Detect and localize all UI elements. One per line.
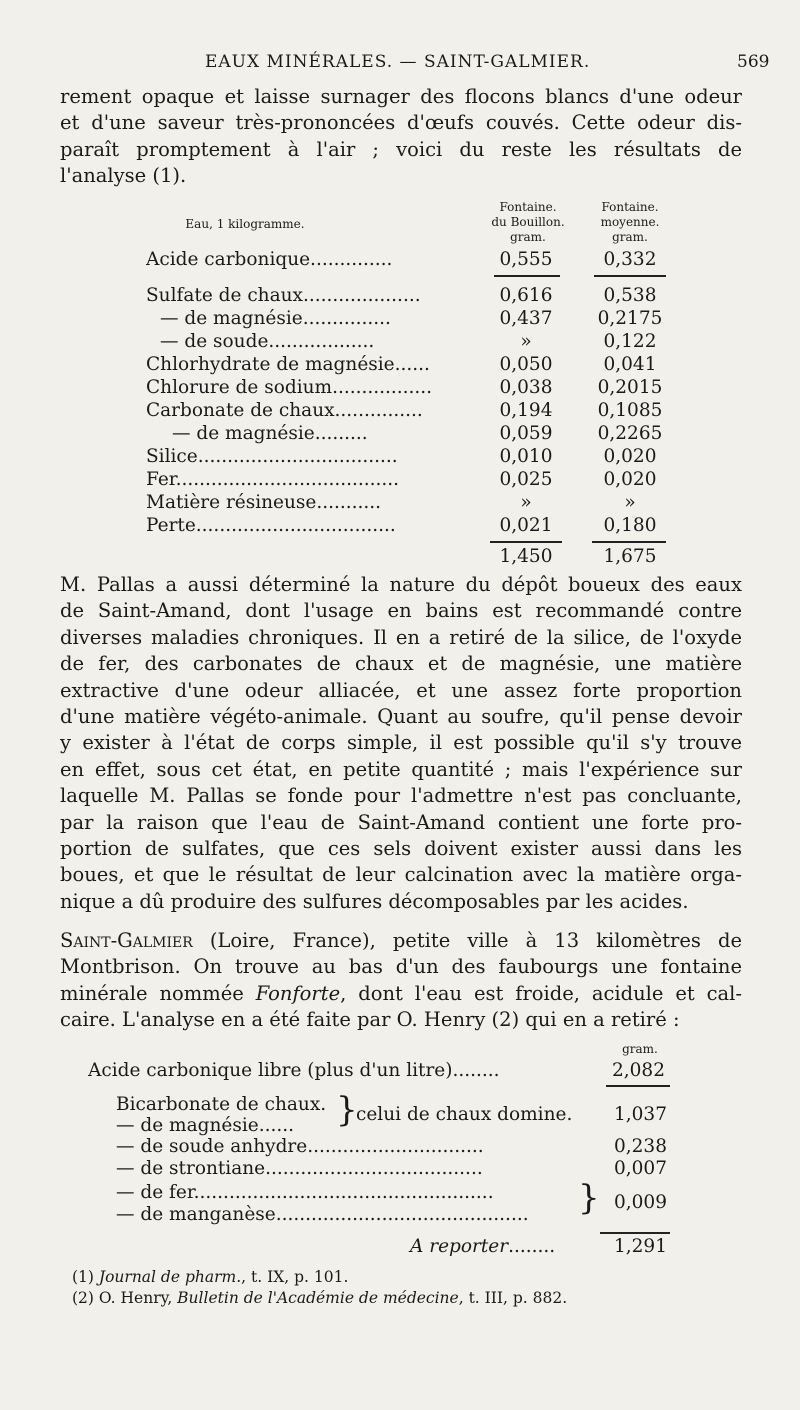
text-span: , t. IX, p. 101. — [241, 1268, 349, 1286]
value-bouillon: 0,194 — [499, 400, 553, 421]
text-line: l'analyse (1). — [60, 164, 187, 188]
table-row — [0, 469, 800, 492]
table-col-head-bouillon — [478, 200, 578, 245]
row-label: Chlorhydrate de magnésie...... — [146, 354, 430, 375]
text-line: y exister à l'état de corps simple, il est possible qu'il s'y trouve — [60, 731, 742, 755]
row-label: Matière résineuse........... — [146, 492, 382, 513]
row-value: 0,007 — [614, 1158, 667, 1179]
carry-over-row — [410, 1236, 555, 1257]
col-head-line: Fontaine. — [499, 200, 557, 214]
row-value: 1,037 — [614, 1104, 667, 1125]
text-line: Montbrison. On trouve au bas d'un des faubourgs une fontaine — [60, 955, 742, 979]
row-label: Chlorure de sodium................. — [146, 377, 433, 398]
row-value: 0,009 — [614, 1192, 667, 1213]
table-row — [0, 331, 800, 354]
text-span: (1) — [72, 1268, 99, 1286]
text-span: , dont l'eau est froide, acidule et cal- — [340, 981, 742, 1005]
footnote-2 — [72, 1289, 567, 1307]
value-moyenne: 0,020 — [603, 469, 657, 490]
col-head-line: gram. — [510, 230, 546, 244]
value-moyenne: 0,332 — [603, 249, 657, 270]
carry-over-value: 1,291 — [614, 1236, 667, 1257]
value-bouillon: 0,025 — [499, 469, 553, 490]
row-label: Sulfate de chaux.................... — [146, 285, 421, 306]
total-moyenne: 1,675 — [603, 546, 657, 567]
text-line: de Saint-Amand, dont l'usage en bains est recommandé contre — [60, 599, 742, 623]
col-head-line: gram. — [612, 230, 648, 244]
text-line: boues, et que le résultat de leur calcination avec la matière orga- — [60, 863, 742, 887]
table-row — [0, 354, 800, 377]
value-bouillon: 0,010 — [499, 446, 553, 467]
paragraph-saint-galmier — [60, 928, 742, 1034]
table-rule — [594, 275, 666, 277]
unit-label: gram. — [622, 1042, 658, 1056]
table-rule — [490, 541, 562, 543]
row-label: Fer...................................... — [146, 469, 400, 490]
value-bouillon: 0,437 — [499, 308, 553, 329]
text-line: de fer, des carbonates de chaux et de magnésie, une matière — [60, 652, 742, 676]
row-label: — de fer................................................... — [116, 1182, 494, 1203]
row-label: — de manganèse........................................... — [116, 1204, 529, 1225]
table-col-label: Eau, 1 kilogramme. — [185, 217, 305, 231]
running-header — [0, 52, 800, 80]
text-line: M. Pallas a aussi déterminé la nature du dépôt boueux des eaux — [60, 573, 742, 596]
value-bouillon: 0,021 — [499, 515, 553, 536]
table-rule — [606, 1085, 670, 1087]
col-head-line: moyenne. — [600, 215, 660, 229]
citation-title: Journal de pharm. — [98, 1268, 242, 1286]
table-row — [0, 446, 800, 469]
col-head-line: du Bouillon. — [491, 215, 565, 229]
text-span: , t. III, p. 882. — [458, 1289, 568, 1307]
row-label: Bicarbonate de chaux. — [116, 1094, 327, 1115]
paragraph-pallas — [60, 572, 742, 915]
row-label: Silice.................................. — [146, 446, 398, 467]
place-name: Saint-Galmier — [60, 929, 193, 952]
table-rule — [494, 275, 560, 277]
table-col-head-moyenne — [580, 200, 680, 245]
table-row — [0, 377, 800, 400]
value-moyenne: 0,041 — [603, 354, 657, 375]
right-brace: } — [578, 1178, 600, 1218]
row-label: — de magnésie......... — [172, 423, 368, 444]
footnote-1 — [72, 1268, 348, 1286]
row-label: Acide carbonique.............. — [146, 249, 393, 270]
text-span: (2) O. Henry, — [72, 1289, 178, 1307]
value-bouillon: 0,555 — [499, 249, 553, 270]
text-line — [60, 928, 742, 954]
table-row — [0, 308, 800, 331]
text-line: et d'une saveur très-prononcées d'œufs couvés. Cette odeur dis- — [60, 111, 742, 135]
value-moyenne: 0,1085 — [597, 400, 663, 421]
row-label: Carbonate de chaux............... — [146, 400, 423, 421]
text-line — [60, 981, 742, 1007]
col-head-line: Fontaine. — [601, 200, 659, 214]
row-label: — de strontiane..................................... — [116, 1158, 483, 1179]
value-bouillon: » — [520, 331, 532, 352]
leader-dots: ........ — [508, 1236, 556, 1257]
value-moyenne: 0,2015 — [597, 377, 663, 398]
table-row — [0, 400, 800, 423]
text-line: rement opaque et laisse surnager des flocons blancs d'une odeur — [60, 85, 742, 108]
row-label: — de soude anhydre.............................. — [116, 1136, 484, 1157]
table-row — [0, 423, 800, 446]
value-bouillon: 0,050 — [499, 354, 553, 375]
value-moyenne: 0,2175 — [597, 308, 663, 329]
paragraph-intro — [60, 84, 742, 190]
row-label: Perte.................................. — [146, 515, 396, 536]
text-line: paraît promptement à l'air ; voici du reste les résultats de — [60, 137, 742, 161]
value-moyenne: » — [624, 492, 636, 513]
running-title: EAUX MINÉRALES. — SAINT-GALMIER. — [205, 52, 591, 72]
value-bouillon: 0,059 — [499, 423, 553, 444]
value-moyenne: 0,180 — [603, 515, 657, 536]
value-bouillon: 0,616 — [499, 285, 553, 306]
spring-name: Fonforte — [255, 981, 341, 1005]
row-label: Acide carbonique libre (plus d'un litre)........ — [88, 1060, 500, 1081]
citation-title: Bulletin de l'Académie de médecine — [177, 1289, 459, 1307]
text-line: nique a dû produire des sulfures décomposables par les acides. — [60, 889, 689, 913]
text-line: par la raison que l'eau de Saint-Amand contient une forte pro- — [60, 810, 742, 834]
text-line: extractive d'une odeur alliacée, et une assez forte proportion — [60, 678, 742, 702]
row-value: 2,082 — [612, 1060, 665, 1081]
text-line: caire. L'analyse en a été faite par O. Henry (2) qui en a retiré : — [60, 1008, 680, 1032]
text-line: laquelle M. Pallas se fonde pour l'admettre n'est pas concluante, — [60, 784, 742, 808]
row-label: — de magnésie...... — [116, 1115, 294, 1136]
text-span: (Loire, France), petite ville à 13 kilomètres de — [192, 929, 742, 952]
text-line: d'une matière végéto-animale. Quant au soufre, qu'il pense devoir — [60, 705, 742, 729]
table-row — [0, 492, 800, 515]
text-span: minérale nommée — [60, 981, 256, 1005]
table-row — [0, 515, 800, 538]
text-line: portion de sulfates, que ces sels doivent exister aussi dans les — [60, 837, 742, 861]
value-moyenne: 0,122 — [603, 331, 657, 352]
total-bouillon: 1,450 — [499, 546, 553, 567]
right-brace: } — [336, 1090, 358, 1130]
value-moyenne: 0,2265 — [597, 423, 663, 444]
row-note: celui de chaux domine. — [356, 1104, 573, 1125]
table-total-row — [0, 546, 800, 569]
row-label: — de magnésie............... — [160, 308, 391, 329]
table-row — [0, 249, 800, 272]
value-bouillon: » — [520, 492, 532, 513]
table-rule — [600, 1232, 670, 1234]
text-line: en effet, sous cet état, en petite quantité ; mais l'expérience sur — [60, 757, 742, 781]
table-row — [0, 285, 800, 308]
value-bouillon: 0,038 — [499, 377, 553, 398]
row-value: 0,238 — [614, 1136, 667, 1157]
value-moyenne: 0,538 — [603, 285, 657, 306]
text-line: diverses maladies chroniques. Il en a retiré de la silice, de l'oxyde — [60, 625, 742, 649]
carry-over-label: A reporter — [410, 1236, 509, 1257]
value-moyenne: 0,020 — [603, 446, 657, 467]
row-label: — de soude.................. — [160, 331, 375, 352]
page-number: 569 — [737, 52, 770, 72]
table-rule — [592, 541, 666, 543]
